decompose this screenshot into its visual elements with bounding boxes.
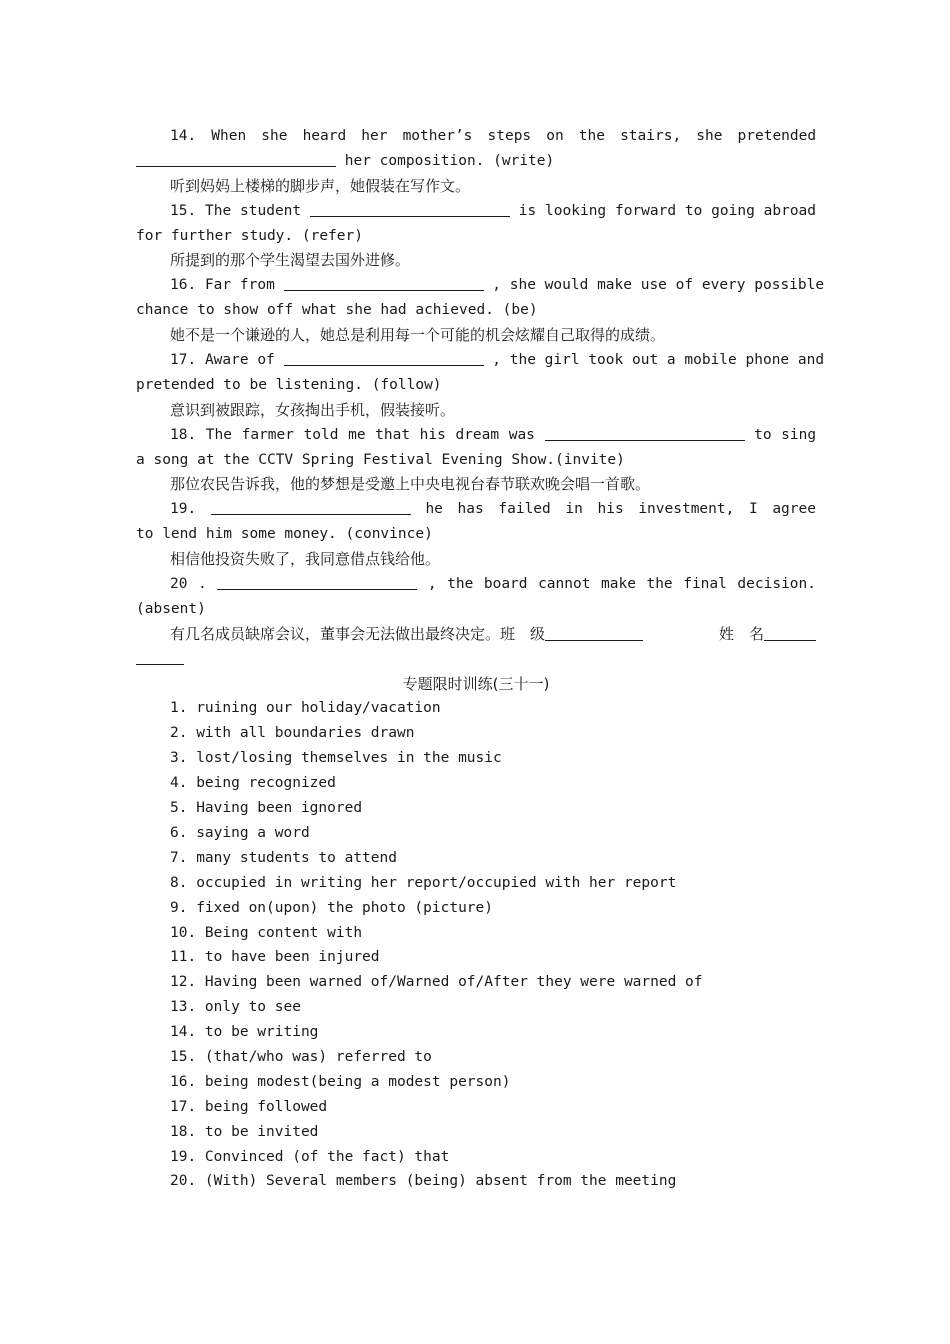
answer-blank[interactable] — [136, 152, 336, 167]
answer-item: 9. fixed on(upon) the photo (picture) — [170, 899, 494, 916]
question-19-translation: 相信他投资失败了，我同意借点钱给他。 — [170, 550, 441, 569]
question-number: 20 . — [170, 576, 207, 593]
question-15-line-1: 15. The student is looking forward to going abroad — [170, 202, 817, 219]
answer-item: 8. occupied in writing her report/occupied with her report — [170, 874, 677, 891]
question-15-line-2: for further study. (refer) — [136, 227, 363, 244]
answer-item: 14. to be writing — [170, 1024, 319, 1041]
answer-blank[interactable] — [284, 351, 484, 366]
answer-item: 15. (that/who was) referred to — [170, 1048, 432, 1065]
answer-item: 6. saying a word — [170, 824, 310, 841]
answer-item: 12. Having been warned of/Warned of/After they were warned of — [170, 974, 703, 991]
question-14-translation: 听到妈妈上楼梯的脚步声，她假装在写作文。 — [170, 176, 471, 195]
question-20-line-2: (absent) — [136, 600, 206, 617]
answer-item: 18. to be invited — [170, 1123, 319, 1140]
class-label: 班 级 — [500, 624, 546, 643]
name-field-continuation — [136, 647, 816, 672]
question-17-line-1: 17. Aware of , the girl took out a mobile phone and — [170, 352, 825, 369]
answers-title: 专题限时训练(三十一) — [402, 674, 550, 693]
question-19-line-1: 19. he has failed in his investment, I agree — [170, 501, 816, 518]
question-number: 17. — [170, 352, 197, 369]
answer-item: 16. being modest(being a modest person) — [170, 1073, 511, 1090]
name-label: 姓 名 — [718, 624, 764, 643]
class-field[interactable] — [545, 626, 643, 641]
question-20-translation-and-form: 有几名成员缺席会议，董事会无法做出最终决定。班 级 姓 名 — [136, 622, 816, 647]
question-20-line-1: 20 . , the board cannot make the final decision. — [170, 576, 816, 593]
question-19-line-2: to lend him some money. (convince) — [136, 526, 433, 543]
answer-item: 11. to have been injured — [170, 949, 380, 966]
question-16-line-1: 16. Far from , she would make use of every possible — [170, 277, 825, 294]
answer-item: 20. (With) Several members (being) absent from the meeting — [170, 1173, 677, 1190]
question-15-translation: 所提到的那个学生渴望去国外进修。 — [170, 251, 411, 270]
question-14-line-1: 14. When she heard her mother’s steps on the stairs, she pretended — [170, 128, 817, 144]
question-16-line-2: chance to show off what she had achieved. (be) — [136, 302, 538, 319]
question-18-line-2: a song at the CCTV Spring Festival Evening Show.(invite) — [136, 451, 625, 468]
answer-item: 13. only to see — [170, 999, 301, 1016]
question-number: 19. — [170, 501, 197, 518]
question-18-translation: 那位农民告诉我，他的梦想是受邀上中央电视台春节联欢晚会唱一首歌。 — [170, 475, 651, 494]
answer-blank[interactable] — [284, 276, 484, 291]
question-number: 16. — [170, 277, 197, 294]
answer-item: 19. Convinced (of the fact) that — [170, 1148, 450, 1165]
answer-item: 10. Being content with — [170, 924, 363, 941]
answer-item: 5. Having been ignored — [170, 800, 363, 817]
answer-item: 7. many students to attend — [170, 849, 397, 866]
answer-item: 3. lost/losing themselves in the music — [170, 750, 502, 767]
question-17-line-2: pretended to be listening. (follow) — [136, 376, 442, 393]
name-field-overflow[interactable] — [136, 650, 184, 665]
name-field[interactable] — [764, 626, 816, 641]
answer-blank[interactable] — [217, 575, 417, 590]
question-18-line-1: 18. The farmer told me that his dream was to sing — [170, 426, 817, 443]
question-number: 18. — [170, 426, 197, 443]
answer-blank[interactable] — [545, 426, 745, 441]
question-14-line-2: her composition. (write) — [136, 149, 816, 174]
answer-item: 4. being recognized — [170, 775, 336, 792]
question-16-translation: 她不是一个谦逊的人，她总是利用每一个可能的机会炫耀自己取得的成绩。 — [170, 326, 666, 345]
answer-item: 1. ruining our holiday/vacation — [170, 700, 441, 717]
answer-item: 17. being followed — [170, 1098, 328, 1115]
answer-blank[interactable] — [310, 202, 510, 217]
question-number: 14. — [170, 128, 197, 144]
document-page — [136, 124, 825, 1194]
question-number: 15. — [170, 202, 197, 219]
question-17-translation: 意识到被跟踪，女孩掏出手机，假装接听。 — [170, 400, 456, 419]
answer-item: 2. with all boundaries drawn — [170, 725, 415, 742]
answer-list — [136, 696, 816, 1194]
answer-blank[interactable] — [211, 500, 411, 515]
